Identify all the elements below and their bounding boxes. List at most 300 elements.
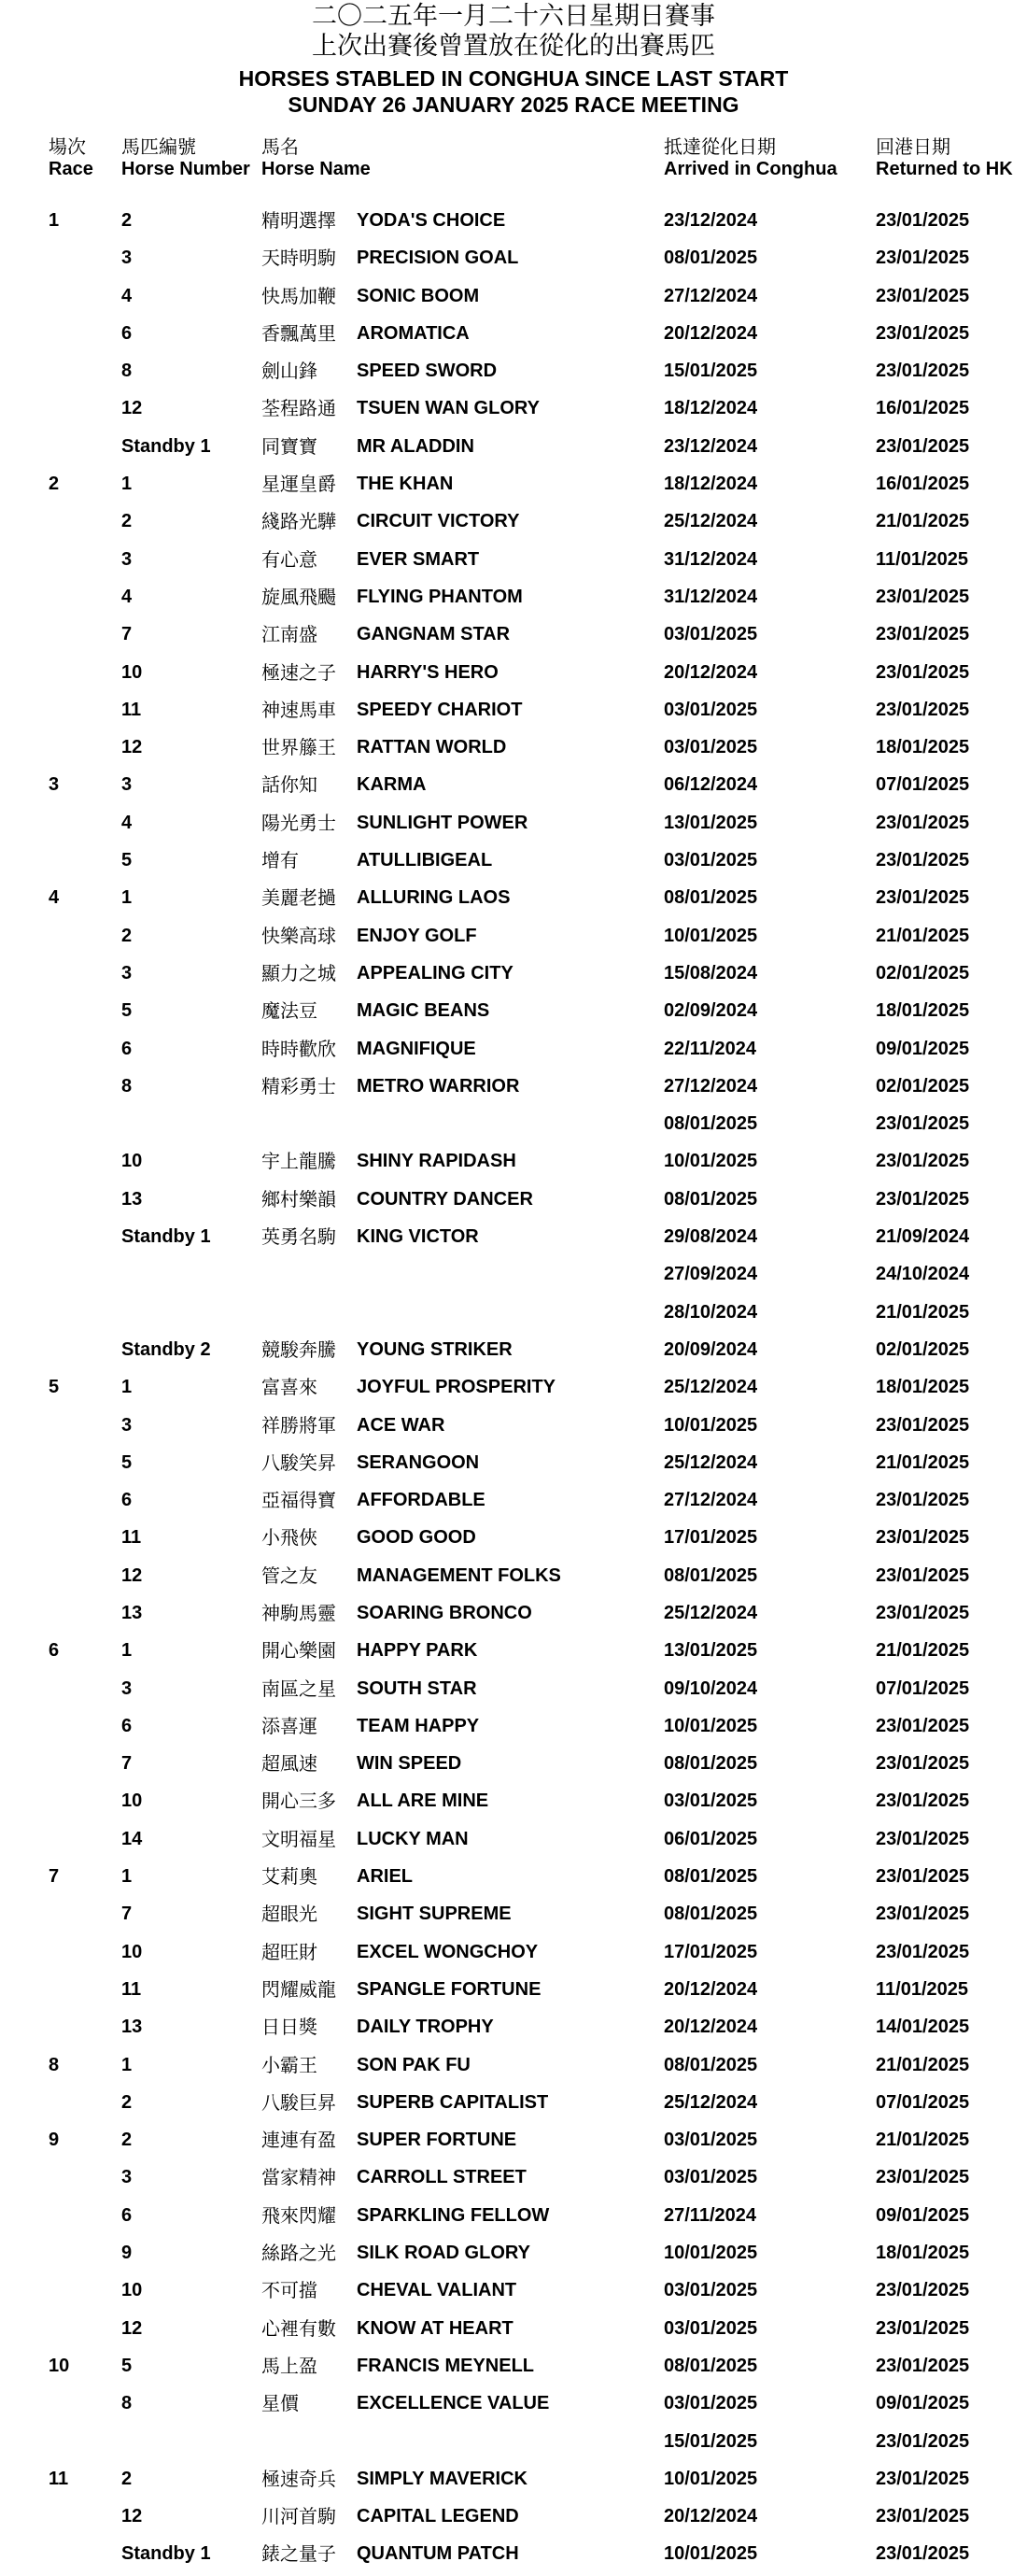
horse-name-en-cell: DAILY TROPHY bbox=[357, 2017, 494, 2038]
table-row bbox=[0, 656, 1027, 693]
horse-name-en-cell: WIN SPEED bbox=[357, 1753, 462, 1775]
horse-name-en-cell: PRECISION GOAL bbox=[357, 248, 519, 269]
title-zh-line-1: 二〇二五年一月二十六日星期日賽事 bbox=[312, 2, 715, 31]
horse-number-cell: Standby 1 bbox=[121, 435, 211, 457]
returned-date-cell: 18/01/2025 bbox=[876, 1000, 970, 1022]
horse-name-zh-cell: 競駿奔騰 bbox=[261, 1338, 336, 1361]
header-arrived-en: Arrived in Conghua bbox=[664, 159, 837, 179]
horse-name-zh-cell: 江南盛 bbox=[261, 623, 317, 646]
arrived-date-cell: 08/01/2025 bbox=[664, 248, 758, 269]
table-row bbox=[0, 279, 1027, 317]
returned-date-cell: 21/09/2024 bbox=[876, 1226, 970, 1248]
horse-name-en-cell: MAGNIFIQUE bbox=[357, 1038, 476, 1059]
table-row bbox=[0, 1446, 1027, 1483]
horse-name-en-cell: AROMATICA bbox=[357, 322, 470, 344]
table-row bbox=[0, 2273, 1027, 2311]
horse-name-zh-cell: 超旺財 bbox=[261, 1940, 317, 1963]
horse-name-en-cell: SHINY RAPIDASH bbox=[357, 1151, 516, 1172]
race-cell: 1 bbox=[49, 210, 60, 231]
table-row bbox=[0, 1709, 1027, 1747]
horse-number-cell: 6 bbox=[121, 1038, 133, 1059]
table-row bbox=[0, 1069, 1027, 1107]
horse-name-en-cell: KNOW AT HEART bbox=[357, 2317, 514, 2339]
horse-number-cell: 5 bbox=[121, 1000, 133, 1022]
horse-number-cell: 2 bbox=[121, 210, 133, 231]
returned-date-cell: 23/01/2025 bbox=[876, 1414, 970, 1436]
arrived-date-cell: 03/01/2025 bbox=[664, 2317, 758, 2339]
horse-name-zh-cell: 管之友 bbox=[261, 1564, 317, 1587]
horse-number-cell: 9 bbox=[121, 2243, 133, 2264]
table-row bbox=[0, 2160, 1027, 2198]
table-row bbox=[0, 1860, 1027, 1897]
arrived-date-cell: 20/12/2024 bbox=[664, 322, 758, 344]
returned-date-cell: 23/01/2025 bbox=[876, 2355, 970, 2376]
arrived-date-cell: 15/01/2025 bbox=[664, 2430, 758, 2452]
table-row bbox=[0, 204, 1027, 241]
table-row bbox=[0, 1220, 1027, 1257]
horse-number-cell: 7 bbox=[121, 1753, 133, 1775]
arrived-date-cell: 18/12/2024 bbox=[664, 474, 758, 495]
returned-date-cell: 23/01/2025 bbox=[876, 2280, 970, 2301]
horse-number-cell: 10 bbox=[121, 2280, 143, 2301]
horse-number-cell: Standby 1 bbox=[121, 2543, 211, 2565]
header-horse-number-en: Horse Number bbox=[121, 159, 250, 179]
horse-number-cell: 3 bbox=[121, 962, 133, 984]
horse-name-zh-cell: 話你知 bbox=[261, 773, 317, 797]
horse-number-cell: 2 bbox=[121, 2468, 133, 2489]
arrived-date-cell: 10/01/2025 bbox=[664, 2468, 758, 2489]
returned-date-cell: 18/01/2025 bbox=[876, 1377, 970, 1398]
table-row bbox=[0, 1144, 1027, 1182]
table-row bbox=[0, 2010, 1027, 2047]
arrived-date-cell: 25/12/2024 bbox=[664, 511, 758, 532]
horse-name-en-cell: SON PAK FU bbox=[357, 2054, 471, 2075]
returned-date-cell: 23/01/2025 bbox=[876, 2468, 970, 2489]
returned-date-cell: 21/01/2025 bbox=[876, 925, 970, 946]
header-race-zh: 場次 bbox=[49, 135, 86, 158]
horse-name-en-cell: ALL ARE MINE bbox=[357, 1790, 489, 1812]
arrived-date-cell: 20/12/2024 bbox=[664, 2017, 758, 2038]
horse-name-zh-cell: 川河首駒 bbox=[261, 2505, 336, 2528]
returned-date-cell: 23/01/2025 bbox=[876, 661, 970, 683]
horse-number-cell: 13 bbox=[121, 1188, 143, 1210]
arrived-date-cell: 08/01/2025 bbox=[664, 1866, 758, 1888]
table-row bbox=[0, 1521, 1027, 1558]
horse-name-zh-cell: 八駿巨昇 bbox=[261, 2090, 336, 2114]
arrived-date-cell: 10/01/2025 bbox=[664, 925, 758, 946]
returned-date-cell: 23/01/2025 bbox=[876, 1188, 970, 1210]
header-horse-name-zh: 馬名 bbox=[261, 135, 299, 158]
table-row bbox=[0, 2048, 1027, 2086]
race-cell: 5 bbox=[49, 1377, 60, 1398]
returned-date-cell: 23/01/2025 bbox=[876, 586, 970, 607]
arrived-date-cell: 10/01/2025 bbox=[664, 2243, 758, 2264]
horse-name-en-cell: ARIEL bbox=[357, 1866, 413, 1888]
horse-name-zh-cell: 神駒馬靈 bbox=[261, 1601, 336, 1624]
horse-name-en-cell: EXCELLENCE VALUE bbox=[357, 2393, 550, 2414]
horse-name-zh-cell: 心裡有數 bbox=[261, 2316, 336, 2340]
arrived-date-cell: 08/01/2025 bbox=[664, 1753, 758, 1775]
returned-date-cell: 23/01/2025 bbox=[876, 1113, 970, 1135]
horse-name-en-cell: SPANGLE FORTUNE bbox=[357, 1978, 542, 2000]
horse-name-zh-cell: 添喜運 bbox=[261, 1714, 317, 1737]
horse-number-cell: 1 bbox=[121, 887, 133, 909]
table-row bbox=[0, 1634, 1027, 1671]
horse-name-zh-cell: 綫路光驊 bbox=[261, 510, 336, 533]
horse-name-en-cell: SUPER FORTUNE bbox=[357, 2130, 517, 2151]
horse-number-cell: 6 bbox=[121, 1490, 133, 1511]
horse-name-zh-cell: 馬上盈 bbox=[261, 2354, 317, 2377]
horse-name-zh-cell: 不可擋 bbox=[261, 2279, 317, 2302]
arrived-date-cell: 08/01/2025 bbox=[664, 1564, 758, 1586]
arrived-date-cell: 03/01/2025 bbox=[664, 2130, 758, 2151]
table-row bbox=[0, 1408, 1027, 1446]
horse-name-en-cell: SIMPLY MAVERICK bbox=[357, 2468, 528, 2489]
horse-number-cell: 2 bbox=[121, 925, 133, 946]
horse-name-en-cell: CARROLL STREET bbox=[357, 2167, 527, 2188]
header-returned-zh: 回港日期 bbox=[876, 135, 950, 158]
arrived-date-cell: 22/11/2024 bbox=[664, 1038, 756, 1059]
horse-number-cell: 13 bbox=[121, 1602, 143, 1623]
arrived-date-cell: 03/01/2025 bbox=[664, 850, 758, 871]
arrived-date-cell: 27/09/2024 bbox=[664, 1264, 758, 1285]
arrived-date-cell: 27/12/2024 bbox=[664, 1075, 758, 1097]
arrived-date-cell: 08/01/2025 bbox=[664, 1113, 758, 1135]
horse-number-cell: 11 bbox=[121, 1978, 142, 2000]
arrived-date-cell: 20/12/2024 bbox=[664, 661, 758, 683]
horse-name-en-cell: SUNLIGHT POWER bbox=[357, 812, 528, 833]
horse-number-cell: 6 bbox=[121, 322, 133, 344]
horse-name-zh-cell: 星運皇爵 bbox=[261, 473, 336, 496]
horse-name-zh-cell: 亞福得寶 bbox=[261, 1489, 336, 1512]
horse-number-cell: 1 bbox=[121, 474, 133, 495]
title-en-line-2: SUNDAY 26 JANUARY 2025 RACE MEETING bbox=[288, 92, 739, 117]
horse-number-cell: 4 bbox=[121, 812, 133, 833]
horse-number-cell: 10 bbox=[121, 1790, 143, 1812]
arrived-date-cell: 06/12/2024 bbox=[664, 774, 758, 796]
returned-date-cell: 23/01/2025 bbox=[876, 1790, 970, 1812]
horse-number-cell: 14 bbox=[121, 1828, 143, 1849]
table-row bbox=[0, 1370, 1027, 1408]
horse-number-cell: 8 bbox=[121, 2393, 133, 2414]
returned-date-cell: 09/01/2025 bbox=[876, 2393, 970, 2414]
horse-name-zh-cell: 八駿笑昇 bbox=[261, 1451, 336, 1474]
arrived-date-cell: 08/01/2025 bbox=[664, 2054, 758, 2075]
table-row bbox=[0, 1032, 1027, 1069]
horse-name-zh-cell: 旋風飛颺 bbox=[261, 585, 336, 608]
horse-name-zh-cell: 南區之星 bbox=[261, 1677, 336, 1700]
arrived-date-cell: 27/12/2024 bbox=[664, 285, 758, 306]
returned-date-cell: 07/01/2025 bbox=[876, 1677, 970, 1699]
returned-date-cell: 23/01/2025 bbox=[876, 1828, 970, 1849]
horse-name-en-cell: CHEVAL VALIANT bbox=[357, 2280, 517, 2301]
returned-date-cell: 07/01/2025 bbox=[876, 774, 970, 796]
table-row bbox=[0, 768, 1027, 805]
arrived-date-cell: 17/01/2025 bbox=[664, 1527, 758, 1549]
arrived-date-cell: 25/12/2024 bbox=[664, 2091, 758, 2113]
horse-name-en-cell: JOYFUL PROSPERITY bbox=[357, 1377, 556, 1398]
returned-date-cell: 23/01/2025 bbox=[876, 1490, 970, 1511]
horse-name-en-cell: HAPPY PARK bbox=[357, 1640, 478, 1662]
horse-number-cell: 1 bbox=[121, 1377, 133, 1398]
table-row bbox=[0, 956, 1027, 994]
arrived-date-cell: 13/01/2025 bbox=[664, 1640, 758, 1662]
horse-number-cell: 2 bbox=[121, 511, 133, 532]
returned-date-cell: 21/01/2025 bbox=[876, 2130, 970, 2151]
horse-name-zh-cell: 有心意 bbox=[261, 547, 317, 571]
horse-name-zh-cell: 日日獎 bbox=[261, 2016, 317, 2039]
returned-date-cell: 21/01/2025 bbox=[876, 1301, 970, 1323]
horse-number-cell: 3 bbox=[121, 548, 133, 570]
race-cell: 2 bbox=[49, 474, 60, 495]
returned-date-cell: 23/01/2025 bbox=[876, 210, 970, 231]
returned-date-cell: 11/01/2025 bbox=[876, 548, 968, 570]
table-row bbox=[0, 2499, 1027, 2537]
arrived-date-cell: 08/01/2025 bbox=[664, 887, 758, 909]
horse-name-en-cell: CIRCUIT VICTORY bbox=[357, 511, 520, 532]
arrived-date-cell: 20/12/2024 bbox=[664, 2506, 758, 2527]
horse-name-zh-cell: 香飄萬里 bbox=[261, 321, 336, 345]
table-row bbox=[0, 2537, 1027, 2574]
returned-date-cell: 23/01/2025 bbox=[876, 2317, 970, 2339]
horse-number-cell: 10 bbox=[121, 661, 143, 683]
returned-date-cell: 23/01/2025 bbox=[876, 1941, 970, 1962]
race-cell: 8 bbox=[49, 2054, 60, 2075]
returned-date-cell: 23/01/2025 bbox=[876, 624, 970, 645]
table-row bbox=[0, 2312, 1027, 2349]
horse-name-en-cell: MAGIC BEANS bbox=[357, 1000, 490, 1022]
horse-name-en-cell: SPEED SWORD bbox=[357, 361, 498, 382]
horse-name-en-cell: EXCEL WONGCHOY bbox=[357, 1941, 539, 1962]
horse-name-en-cell: ATULLIBIGEAL bbox=[357, 850, 493, 871]
horse-name-zh-cell: 時時歡欣 bbox=[261, 1037, 336, 1060]
table-row bbox=[0, 919, 1027, 956]
table-row bbox=[0, 2425, 1027, 2462]
returned-date-cell: 09/01/2025 bbox=[876, 1038, 970, 1059]
horse-number-cell: 11 bbox=[121, 699, 142, 720]
horse-number-cell: 10 bbox=[121, 1151, 143, 1172]
returned-date-cell: 23/01/2025 bbox=[876, 1715, 970, 1736]
arrived-date-cell: 31/12/2024 bbox=[664, 586, 758, 607]
returned-date-cell: 21/01/2025 bbox=[876, 1451, 970, 1473]
horse-name-zh-cell: 天時明駒 bbox=[261, 247, 336, 270]
returned-date-cell: 11/01/2025 bbox=[876, 1978, 968, 2000]
horse-name-zh-cell: 文明福星 bbox=[261, 1827, 336, 1850]
returned-date-cell: 23/01/2025 bbox=[876, 1151, 970, 1172]
horse-name-zh-cell: 艾莉奧 bbox=[261, 1865, 317, 1889]
horse-name-zh-cell: 絲路之光 bbox=[261, 2242, 336, 2265]
table-row bbox=[0, 1483, 1027, 1521]
arrived-date-cell: 23/12/2024 bbox=[664, 210, 758, 231]
horse-number-cell: 8 bbox=[121, 361, 133, 382]
table-row bbox=[0, 2086, 1027, 2123]
horse-number-cell: 7 bbox=[121, 1904, 133, 1925]
table-row bbox=[0, 1672, 1027, 1709]
header-horse-number-zh: 馬匹編號 bbox=[121, 135, 196, 158]
horse-name-en-cell: TEAM HAPPY bbox=[357, 1715, 480, 1736]
race-cell: 3 bbox=[49, 774, 60, 796]
horse-number-cell: 5 bbox=[121, 2355, 133, 2376]
horse-number-cell: 11 bbox=[121, 1527, 142, 1549]
arrived-date-cell: 25/12/2024 bbox=[664, 1602, 758, 1623]
horse-name-zh-cell: 鄉村樂韻 bbox=[261, 1187, 336, 1210]
table-row bbox=[0, 504, 1027, 542]
race-cell: 7 bbox=[49, 1866, 60, 1888]
horse-number-cell: 12 bbox=[121, 2506, 143, 2527]
arrived-date-cell: 08/01/2025 bbox=[664, 1904, 758, 1925]
returned-date-cell: 23/01/2025 bbox=[876, 322, 970, 344]
horse-name-en-cell: SILK ROAD GLORY bbox=[357, 2243, 530, 2264]
horse-name-en-cell: FRANCIS MEYNELL bbox=[357, 2355, 534, 2376]
returned-date-cell: 02/01/2025 bbox=[876, 1075, 970, 1097]
table-row bbox=[0, 617, 1027, 655]
horse-name-en-cell: RATTAN WORLD bbox=[357, 737, 507, 758]
horse-name-en-cell: EVER SMART bbox=[357, 548, 480, 570]
arrived-date-cell: 10/01/2025 bbox=[664, 1414, 758, 1436]
header-horse-name-en: Horse Name bbox=[261, 159, 371, 179]
table-row bbox=[0, 2236, 1027, 2273]
returned-date-cell: 23/01/2025 bbox=[876, 1527, 970, 1549]
horse-number-cell: 5 bbox=[121, 850, 133, 871]
horse-name-en-cell: SONIC BOOM bbox=[357, 285, 480, 306]
horse-name-zh-cell: 世界籐王 bbox=[261, 736, 336, 759]
arrived-date-cell: 06/01/2025 bbox=[664, 1828, 758, 1849]
horse-name-en-cell: ALLURING LAOS bbox=[357, 887, 511, 909]
arrived-date-cell: 10/01/2025 bbox=[664, 1715, 758, 1736]
race-cell: 6 bbox=[49, 1640, 60, 1662]
table-row bbox=[0, 543, 1027, 580]
horse-name-en-cell: SPARKLING FELLOW bbox=[357, 2204, 550, 2226]
horse-name-en-cell: METRO WARRIOR bbox=[357, 1075, 520, 1097]
horse-name-zh-cell: 極速之子 bbox=[261, 660, 336, 684]
horse-number-cell: 8 bbox=[121, 1075, 133, 1097]
returned-date-cell: 23/01/2025 bbox=[876, 435, 970, 457]
horse-number-cell: 12 bbox=[121, 2317, 143, 2339]
table-row bbox=[0, 430, 1027, 467]
horse-name-en-cell: GOOD GOOD bbox=[357, 1527, 476, 1549]
header-returned-en: Returned to HK bbox=[876, 159, 1013, 179]
horse-name-en-cell: SOUTH STAR bbox=[357, 1677, 477, 1699]
table-row bbox=[0, 994, 1027, 1031]
horse-name-zh-cell: 開心三多 bbox=[261, 1790, 336, 1813]
horse-number-cell: 13 bbox=[121, 2017, 143, 2038]
horse-number-cell: 6 bbox=[121, 2204, 133, 2226]
horse-name-zh-cell: 開心樂園 bbox=[261, 1639, 336, 1663]
arrived-date-cell: 27/12/2024 bbox=[664, 1490, 758, 1511]
table-row bbox=[0, 1747, 1027, 1784]
returned-date-cell: 23/01/2025 bbox=[876, 2430, 970, 2452]
horse-name-zh-cell: 荃程路通 bbox=[261, 397, 336, 420]
arrived-date-cell: 28/10/2024 bbox=[664, 1301, 758, 1323]
arrived-date-cell: 25/12/2024 bbox=[664, 1377, 758, 1398]
horse-name-en-cell: ACE WAR bbox=[357, 1414, 445, 1436]
header-arrived-zh: 抵達從化日期 bbox=[664, 135, 776, 158]
table-row bbox=[0, 1822, 1027, 1860]
horse-name-zh-cell: 星價 bbox=[261, 2392, 299, 2415]
horse-name-zh-cell: 美麗老撾 bbox=[261, 886, 336, 910]
returned-date-cell: 18/01/2025 bbox=[876, 2243, 970, 2264]
table-row bbox=[0, 693, 1027, 730]
horse-number-cell: 1 bbox=[121, 2054, 133, 2075]
horse-name-en-cell: SIGHT SUPREME bbox=[357, 1904, 512, 1925]
table-row bbox=[0, 1333, 1027, 1370]
returned-date-cell: 16/01/2025 bbox=[876, 398, 970, 419]
horse-number-cell: 12 bbox=[121, 737, 143, 758]
table-row bbox=[0, 354, 1027, 391]
horse-name-zh-cell: 富喜來 bbox=[261, 1376, 317, 1399]
horse-name-zh-cell: 顯力之城 bbox=[261, 961, 336, 984]
horse-number-cell: 6 bbox=[121, 1715, 133, 1736]
returned-date-cell: 18/01/2025 bbox=[876, 737, 970, 758]
arrived-date-cell: 20/12/2024 bbox=[664, 1978, 758, 2000]
horse-number-cell: 12 bbox=[121, 1564, 143, 1586]
table-row bbox=[0, 1257, 1027, 1295]
horse-name-zh-cell: 陽光勇士 bbox=[261, 811, 336, 834]
horse-number-cell: 3 bbox=[121, 774, 133, 796]
horse-number-cell: 3 bbox=[121, 2167, 133, 2188]
arrived-date-cell: 13/01/2025 bbox=[664, 812, 758, 833]
table-row bbox=[0, 1596, 1027, 1634]
horse-name-zh-cell: 飛來閃耀 bbox=[261, 2203, 336, 2227]
horse-number-cell: 10 bbox=[121, 1941, 143, 1962]
returned-date-cell: 21/01/2025 bbox=[876, 511, 970, 532]
horse-name-zh-cell: 同寶寶 bbox=[261, 434, 317, 458]
table-row bbox=[0, 1182, 1027, 1220]
horse-number-cell: 4 bbox=[121, 285, 133, 306]
horses-table-body bbox=[0, 204, 1027, 2575]
horse-name-zh-cell: 祥勝將軍 bbox=[261, 1413, 336, 1437]
horse-name-zh-cell: 連連有盈 bbox=[261, 2129, 336, 2152]
horse-name-zh-cell: 快馬加鞭 bbox=[261, 284, 336, 307]
arrived-date-cell: 23/12/2024 bbox=[664, 435, 758, 457]
horse-name-zh-cell: 小霸王 bbox=[261, 2053, 317, 2076]
arrived-date-cell: 18/12/2024 bbox=[664, 398, 758, 419]
race-cell: 10 bbox=[49, 2355, 70, 2376]
race-cell: 4 bbox=[49, 887, 60, 909]
table-row bbox=[0, 806, 1027, 843]
horse-name-zh-cell: 增有 bbox=[261, 849, 299, 872]
arrived-date-cell: 10/01/2025 bbox=[664, 1151, 758, 1172]
horse-number-cell: 1 bbox=[121, 1640, 133, 1662]
horse-name-zh-cell: 小飛俠 bbox=[261, 1526, 317, 1550]
table-row bbox=[0, 1784, 1027, 1821]
horse-name-en-cell: FLYING PHANTOM bbox=[357, 586, 523, 607]
header-race-en: Race bbox=[49, 159, 93, 179]
returned-date-cell: 24/10/2024 bbox=[876, 1264, 970, 1285]
returned-date-cell: 23/01/2025 bbox=[876, 361, 970, 382]
table-row bbox=[0, 1559, 1027, 1596]
returned-date-cell: 23/01/2025 bbox=[876, 248, 970, 269]
table-row bbox=[0, 1295, 1027, 1333]
arrived-date-cell: 03/01/2025 bbox=[664, 2167, 758, 2188]
returned-date-cell: 07/01/2025 bbox=[876, 2091, 970, 2113]
returned-date-cell: 23/01/2025 bbox=[876, 2506, 970, 2527]
table-row bbox=[0, 1935, 1027, 1973]
arrived-date-cell: 03/01/2025 bbox=[664, 1790, 758, 1812]
horse-number-cell: 3 bbox=[121, 248, 133, 269]
document-title-block bbox=[0, 0, 1027, 118]
horse-name-en-cell: ENJOY GOLF bbox=[357, 925, 477, 946]
table-row bbox=[0, 2462, 1027, 2499]
arrived-date-cell: 03/01/2025 bbox=[664, 624, 758, 645]
returned-date-cell: 23/01/2025 bbox=[876, 285, 970, 306]
race-cell: 9 bbox=[49, 2130, 60, 2151]
horse-number-cell: 2 bbox=[121, 2130, 133, 2151]
arrived-date-cell: 08/01/2025 bbox=[664, 1188, 758, 1210]
horse-name-zh-cell: 當家精神 bbox=[261, 2166, 336, 2189]
horse-number-cell: 2 bbox=[121, 2091, 133, 2113]
horse-name-en-cell: COUNTRY DANCER bbox=[357, 1188, 533, 1210]
